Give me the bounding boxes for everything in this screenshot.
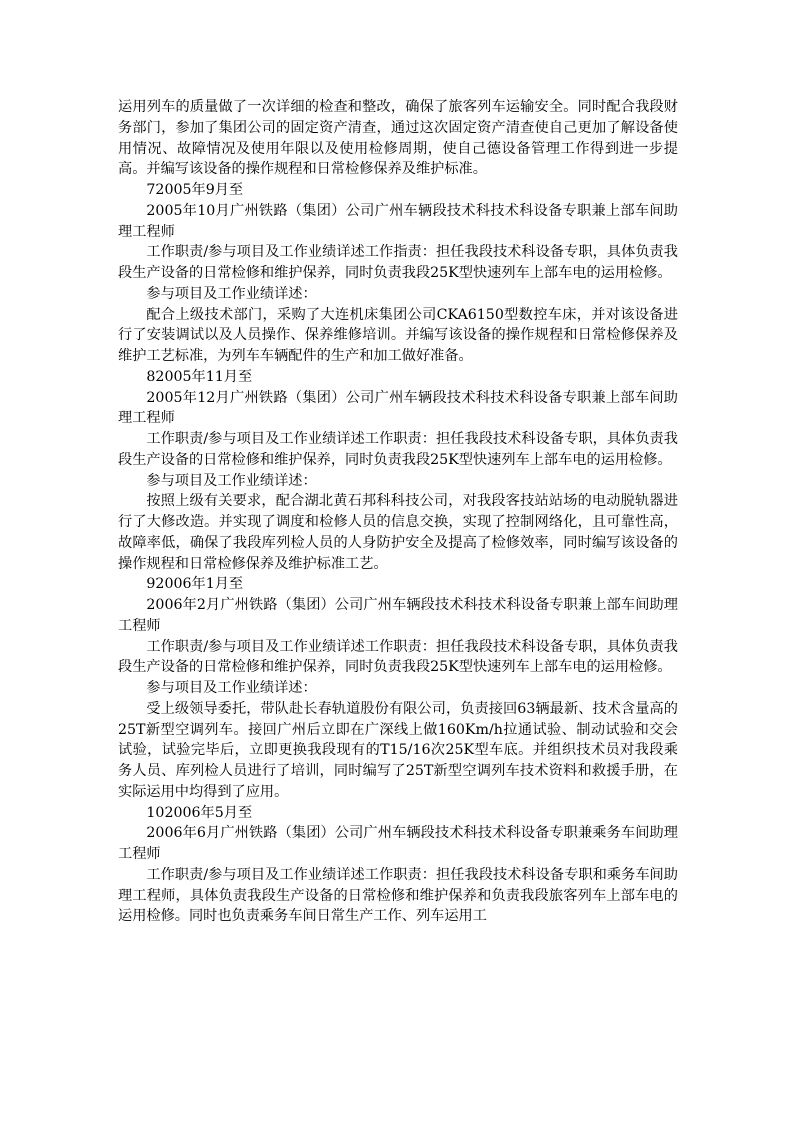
paragraph: 参与项目及工作业绩详述： bbox=[146, 472, 317, 489]
paragraph: 102006年5月至 bbox=[146, 804, 253, 821]
paragraph: 2006年6月广州铁路（集团）公司广州车辆段技术科技术科设备专职兼乘务车间助理工程师 bbox=[118, 825, 678, 862]
paragraph: 配合上级技术部门，采购了大连机床集团公司CKA6150型数控车床，并对该设备进行了安装调试以及人员操作、保养维修培训。并编写该设备的操作规程和日常检修保养及维护工艺标准，为列车车辆配件的生产和加工做好准备。 bbox=[118, 306, 678, 364]
paragraph: 工作职责/参与项目及工作业绩详述工作职责：担任我段技术科设备专职和乘务车间助理工程师，具体负责我段生产设备的日常检修和维护保养和负责我段旅客列车上部车电的运用检修。同时也负责乘务车间日常生产工作、列车运用工 bbox=[118, 866, 678, 925]
paragraph: 2005年10月广州铁路（集团）公司广州车辆段技术科技术科设备专职兼上部车间助理工程师 bbox=[118, 202, 678, 240]
paragraph: 工作职责/参与项目及工作业绩详述工作职责：担任我段技术科设备专职，具体负责我段生产设备的日常检修和维护保养，同时负责我段25K型快速列车上部车电的运用检修。 bbox=[118, 431, 678, 468]
paragraph: 2006年2月广州铁路（集团）公司广州车辆段技术科技术科设备专职兼上部车间助理工程师 bbox=[118, 597, 678, 634]
paragraph: 72005年9月至 bbox=[146, 182, 244, 198]
paragraph: 运用列车的质量做了一次详细的检查和整改，确保了旅客列车运输安全。同时配合我段财务部门，参加了集团公司的固定资产清查，通过这次固定资产清查使自己更加了解设备使用情况、故障情况及使用年限以及使用检修周期，使自己德设备管理工作得到进一步提高。并编写该设备的操作规程和日常检修保养及维护标准。 bbox=[118, 99, 678, 178]
paragraph: 2005年12月广州铁路（集团）公司广州车辆段技术科技术科设备专职兼上部车间助理工程师 bbox=[118, 389, 678, 427]
document-page bbox=[118, 97, 678, 927]
paragraph: 工作职责/参与项目及工作业绩详述工作职责：担任我段技术科设备专职，具体负责我段生产设备的日常检修和维护保养，同时负责我段25K型快速列车上部车电的运用检修。 bbox=[118, 638, 678, 676]
paragraph: 受上级领导委托，带队赴长春轨道股份有限公司，负责接回63辆最新、技术含量高的25T新型空调列车。接回广州后立即在广深线上做160Km/h拉通试验、制动试验和交会试验，试验完毕后，立即更换我段现有的T15/16次25K型车底。并组织技术员对我段乘务人员、库列检人员进行了培训，同时编写了25T新型空调列车技术资料和救援手册，在实际运用中均得到了应用。 bbox=[118, 700, 678, 800]
paragraph: 工作职责/参与项目及工作业绩详述工作指责：担任我段技术科设备专职，具体负责我段生产设备的日常检修和维护保养，同时负责我段25K型快速列车上部车电的运用检修。 bbox=[118, 244, 678, 281]
paragraph: 82005年11月至 bbox=[146, 368, 253, 385]
paragraph: 参与项目及工作业绩详述： bbox=[146, 680, 317, 696]
paragraph: 参与项目及工作业绩详述： bbox=[146, 285, 317, 302]
paragraph: 92006年1月至 bbox=[146, 576, 244, 593]
paragraph: 按照上级有关要求，配合湖北黄石邦科科技公司，对我段客技站站场的电动脱轨器进行了大修改造。并实现了调度和检修人员的信息交换，实现了控制网络化，且可靠性高，故障率低，确保了我段库列检人员的人身防护安全及提高了检修效率，同时编写该设备的操作规程和日常检修保养及维护标准工艺。 bbox=[118, 493, 678, 572]
